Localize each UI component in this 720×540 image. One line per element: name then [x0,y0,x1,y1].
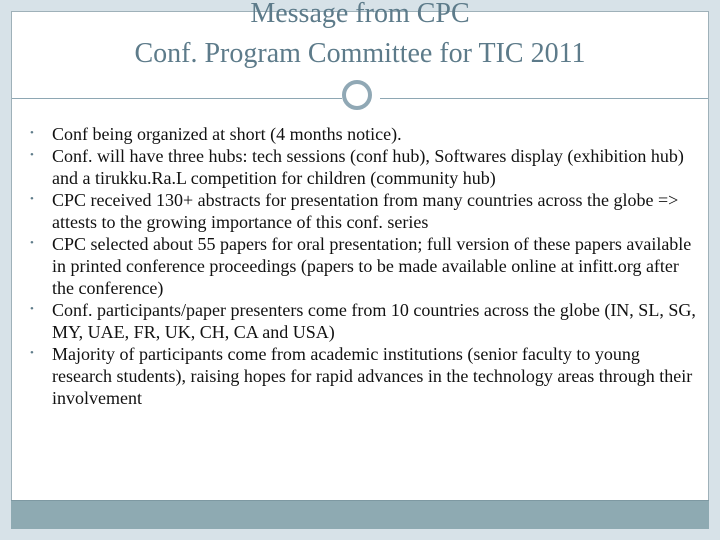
bullet-text: CPC received 130+ abstracts for presentation from many countries across the globe => attests to the growing importance of this conf. series [52,190,679,232]
bullet-item [30,233,696,299]
bullet-item [30,123,696,145]
bullet-text: Conf being organized at short (4 months notice). [52,124,402,144]
bullet-dot-icon: • [30,193,34,205]
title-divider-ring-icon [342,80,372,110]
bullet-dot-icon: • [30,149,34,161]
bullet-item [30,299,696,343]
bullet-dot-icon: • [30,237,34,249]
bullet-text: Conf. will have three hubs: tech sessions (conf hub), Softwares display (exhibition hub) and a tirukku.Ra.L competition for children (community hub) [52,146,684,188]
bullet-text: CPC selected about 55 papers for oral presentation; full version of these papers available in printed conference proceedings (papers to be made available online at infitt.org after the conference) [52,234,692,298]
bullet-dot-icon: • [30,303,34,315]
bullet-list [30,123,696,409]
bullet-item [30,189,696,233]
slide-title [0,0,720,74]
bullet-dot-icon: • [30,127,34,139]
title-divider-left [12,98,342,99]
slide-title-line-1: Message from CPC [250,0,470,29]
bullet-text: Majority of participants come from academic institutions (senior faculty to young research students), raising hopes for rapid advances in the technology areas through their involvement [52,344,693,408]
bullet-text: Conf. participants/paper presenters come from 10 countries across the globe (IN, SL, SG, MY, UAE, FR, UK, CH, CA and USA) [52,300,696,342]
bottom-accent-band [11,500,709,529]
bullet-item [30,145,696,189]
slide-title-line-2: Conf. Program Committee for TIC 2011 [134,38,586,69]
bullet-dot-icon: • [30,347,34,359]
title-divider-right [380,98,708,99]
bullet-item [30,343,696,409]
